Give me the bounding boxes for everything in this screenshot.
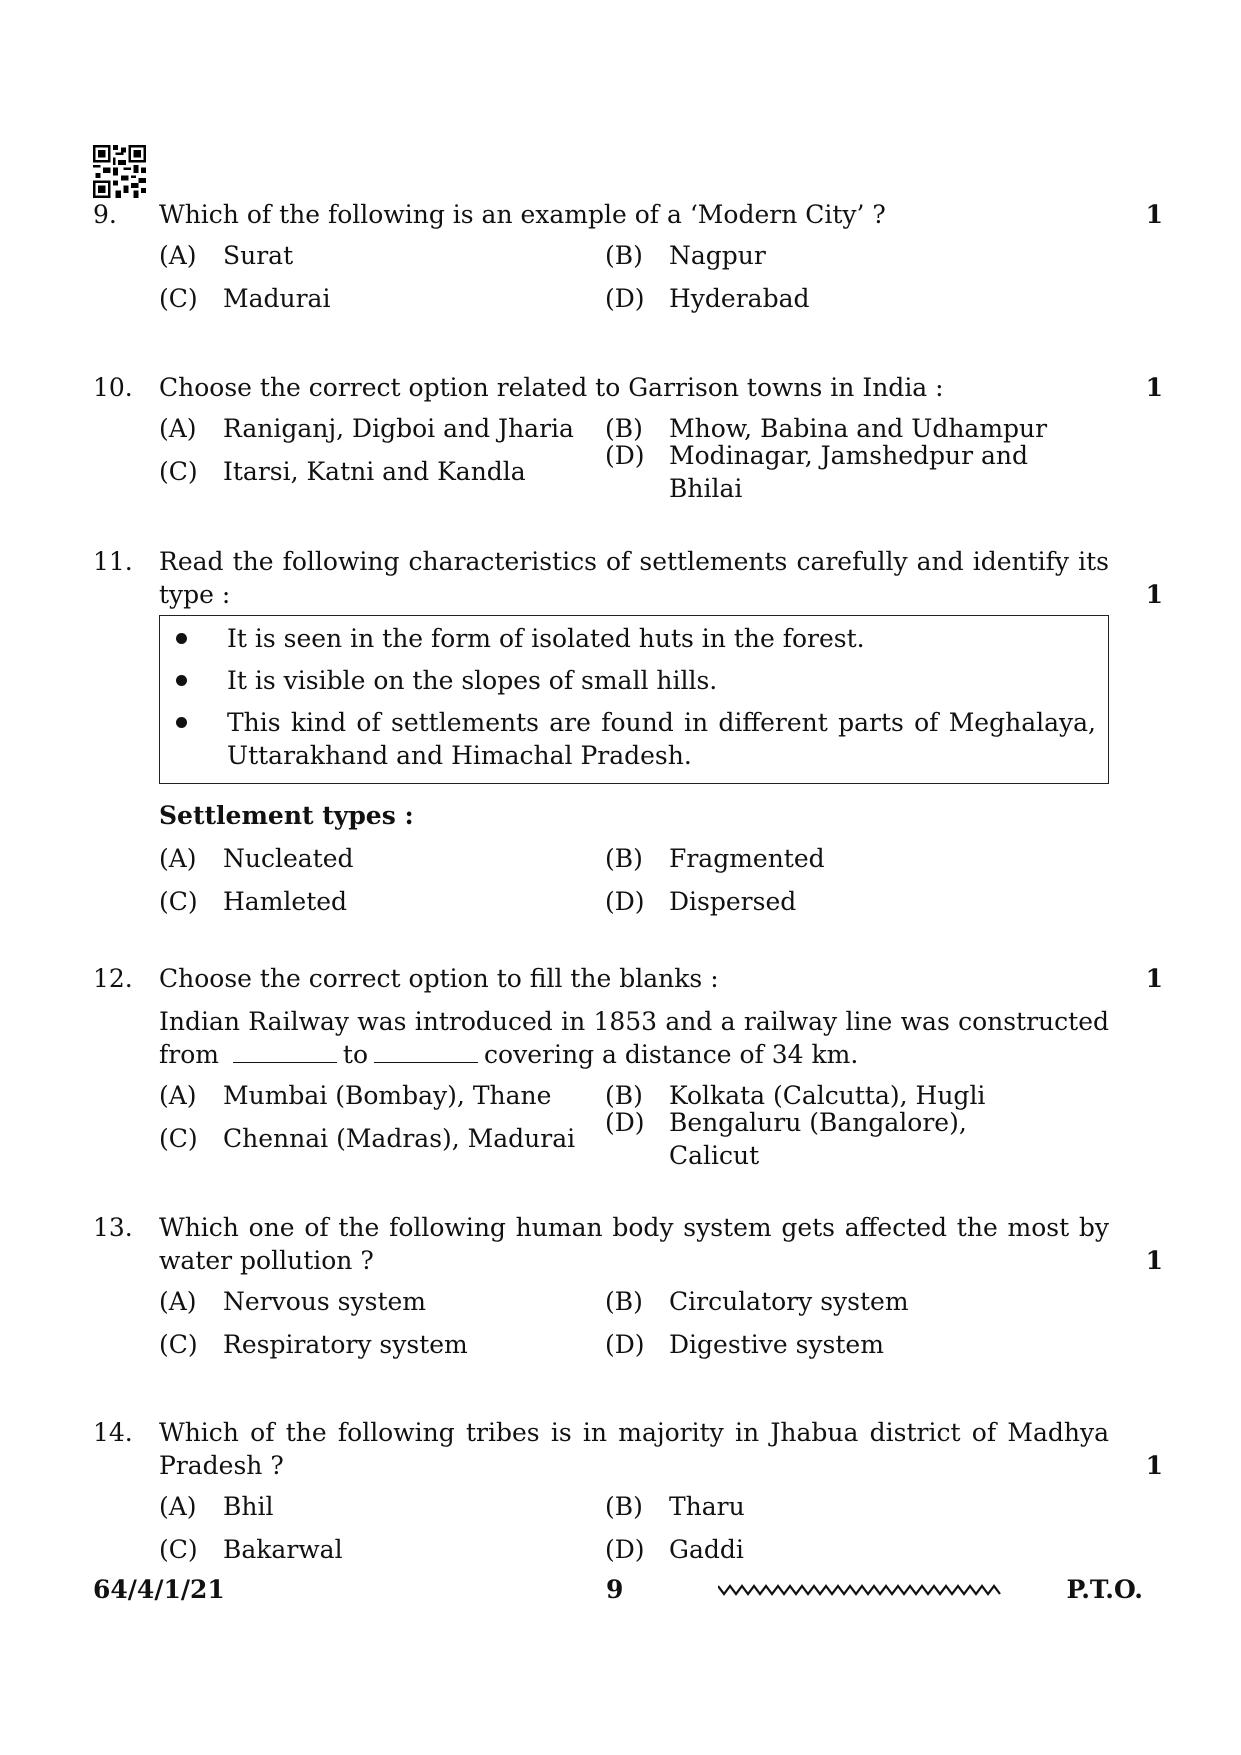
question-text: Choose the correct option to fill the blanks :: [159, 964, 719, 993]
bullet-icon: [176, 717, 187, 728]
option-a[interactable]: (A) Bhil: [159, 1492, 274, 1521]
question-10: [93, 371, 1163, 503]
option-b[interactable]: (B) Mhow, Babina and Udhampur: [605, 414, 1048, 443]
option-d[interactable]: (D) Gaddi: [605, 1535, 744, 1564]
options: [159, 1074, 1159, 1170]
options: [159, 1485, 1159, 1571]
options: [159, 1280, 1159, 1366]
page-footer: [93, 1575, 1143, 1609]
blank-field-2[interactable]: [374, 1040, 478, 1063]
marks: 1: [1145, 373, 1163, 402]
list-item: This kind of settlements are found in different parts of Meghalaya, Uttarakhand and Himachal Pradesh.: [172, 706, 1096, 772]
question-number: 9.: [93, 200, 117, 229]
zigzag-line-icon: [718, 1581, 1003, 1599]
question-text: Which one of the following human body system gets affected the most by water pollution ?: [159, 1213, 1109, 1275]
page-number: 9: [606, 1575, 624, 1604]
option-a[interactable]: (A) Nervous system: [159, 1287, 427, 1316]
option-b[interactable]: (B) Fragmented: [605, 844, 825, 873]
option-b[interactable]: (B) Circulatory system: [605, 1287, 909, 1316]
option-c[interactable]: (C) Itarsi, Katni and Kandla: [159, 457, 526, 486]
blank-field-1[interactable]: [233, 1040, 337, 1063]
option-c[interactable]: (C) Chennai (Madras), Madurai: [159, 1124, 576, 1153]
question-number: 13.: [93, 1213, 133, 1242]
option-b[interactable]: (B) Tharu: [605, 1492, 745, 1521]
option-a[interactable]: (A) Mumbai (Bombay), Thane: [159, 1081, 552, 1110]
subheading: Settlement types :: [159, 801, 414, 830]
pto-label: P.T.O.: [1066, 1575, 1143, 1604]
option-d[interactable]: (D) Dispersed: [605, 887, 797, 916]
question-number: 12.: [93, 964, 133, 993]
marks: 1: [1145, 580, 1163, 609]
question-number: 14.: [93, 1418, 133, 1447]
question-text: Which of the following tribes is in majority in Jhabua district of Madhya Pradesh ?: [159, 1418, 1109, 1480]
question-text: Choose the correct option related to Garrison towns in India :: [159, 373, 944, 402]
qr-code-icon: [93, 145, 146, 198]
option-c[interactable]: (C) Hamleted: [159, 887, 348, 916]
marks: 1: [1145, 1246, 1163, 1275]
fill-in-sentence: Indian Railway was introduced in 1853 and a railway line was constructed from to covering a distance of 34 km.: [159, 1007, 1109, 1069]
options: [159, 407, 1159, 503]
question-number: 11.: [93, 547, 133, 576]
option-a[interactable]: (A) Nucleated: [159, 844, 354, 873]
marks: 1: [1145, 1451, 1163, 1480]
list-item: It is seen in the form of isolated huts in the forest.: [172, 622, 1096, 655]
option-b[interactable]: (B) Nagpur: [605, 241, 766, 270]
bullet-icon: [176, 675, 187, 686]
option-d[interactable]: (D) Hyderabad: [605, 284, 810, 313]
question-11: [93, 545, 1163, 923]
option-a[interactable]: (A) Surat: [159, 241, 294, 270]
question-text: Which of the following is an example of a ‘Modern City’ ?: [159, 200, 886, 229]
question-14: [93, 1416, 1163, 1571]
question-text: Read the following characteristics of settlements carefully and identify its type :: [159, 547, 1109, 609]
characteristics-box: [159, 615, 1109, 784]
option-c[interactable]: (C) Bakarwal: [159, 1535, 343, 1564]
option-b[interactable]: (B) Kolkata (Calcutta), Hugli: [605, 1081, 986, 1110]
question-9: [93, 198, 1163, 320]
question-13: [93, 1211, 1163, 1366]
option-c[interactable]: (C) Madurai: [159, 284, 331, 313]
options: [159, 234, 1159, 320]
option-d[interactable]: (D) Digestive system: [605, 1330, 884, 1359]
option-d[interactable]: (D) Bengaluru (Bangalore), Calicut: [605, 1107, 967, 1170]
marks: 1: [1145, 964, 1163, 993]
bullet-icon: [176, 633, 187, 644]
list-item: It is visible on the slopes of small hills.: [172, 664, 1096, 697]
options: [159, 837, 1159, 923]
option-a[interactable]: (A) Raniganj, Digboi and Jharia: [159, 414, 574, 443]
option-d[interactable]: (D) Modinagar, Jamshedpur and Bhilai: [605, 440, 1029, 503]
paper-code: 64/4/1/21: [93, 1575, 225, 1604]
option-c[interactable]: (C) Respiratory system: [159, 1330, 468, 1359]
marks: 1: [1145, 200, 1163, 229]
question-number: 10.: [93, 373, 133, 402]
question-12: [93, 962, 1163, 1170]
